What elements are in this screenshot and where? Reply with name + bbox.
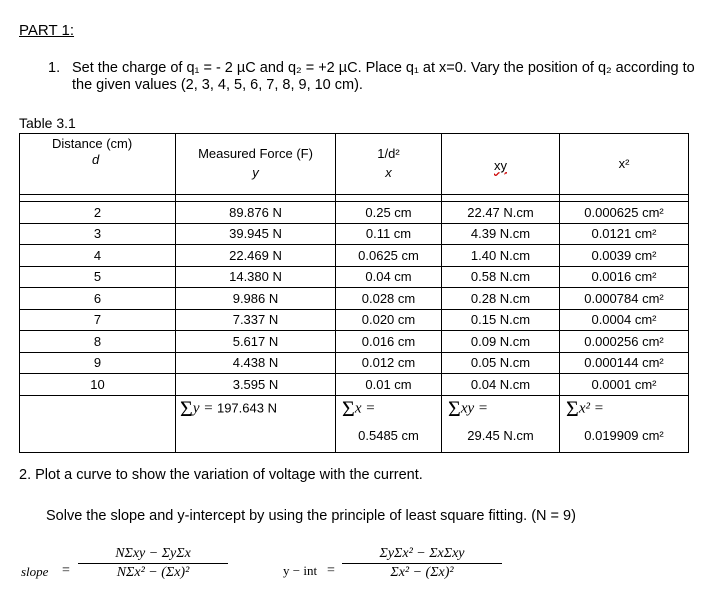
sum-label-row <box>20 395 689 422</box>
sum-y-label: y = <box>192 399 214 416</box>
sum-xy-cell <box>442 395 560 422</box>
cell-x2: 0.000625 cm² <box>560 202 689 224</box>
cell-x2: 0.0016 cm² <box>560 266 689 288</box>
cell-x: 0.0625 cm <box>336 245 442 267</box>
header-xy <box>442 134 560 195</box>
sum-empty-cell <box>20 395 176 422</box>
cell-xy: 0.09 N.cm <box>442 331 560 353</box>
table-row <box>20 309 689 331</box>
cell-x2: 0.0004 cm² <box>560 309 689 331</box>
sum-x-label: x = <box>354 399 376 416</box>
cell-xy: 0.58 N.cm <box>442 266 560 288</box>
cell-d: 2 <box>20 202 176 224</box>
sum-y-value: 197.643 N <box>216 399 277 415</box>
sigma-x2: Σ <box>566 395 579 421</box>
cell-x: 0.020 cm <box>336 309 442 331</box>
header-force-title: Measured Force (F) <box>198 146 313 161</box>
slope-numerator: NΣxy − ΣyΣx <box>115 546 191 561</box>
yint-formula <box>342 546 502 581</box>
table-row <box>20 223 689 245</box>
cell-y: 5.617 N <box>176 331 336 353</box>
yint-equals: = <box>327 563 335 578</box>
yint-label: y − int <box>283 563 318 578</box>
header-inv-d2 <box>336 134 442 195</box>
sum-xy-value: 29.45 N.cm <box>442 422 560 453</box>
cell-y: 22.469 N <box>176 245 336 267</box>
header-x2-title: x² <box>618 156 630 171</box>
yint-numerator: ΣyΣx² − ΣxΣxy <box>379 546 465 561</box>
cell-x2: 0.0001 cm² <box>560 374 689 396</box>
table-row <box>20 266 689 288</box>
table-row <box>20 202 689 224</box>
sum-x2-label: x² = <box>578 399 604 416</box>
header-spacer-row <box>20 195 689 202</box>
question-2: 2. Plot a curve to show the variation of voltage with the current. <box>19 467 423 483</box>
table-row <box>20 352 689 374</box>
table-caption: Table 3.1 <box>19 115 76 131</box>
sum-x-value: 0.5485 cm <box>336 422 442 453</box>
cell-x: 0.028 cm <box>336 288 442 310</box>
sum-value-row <box>20 422 689 453</box>
cell-x: 0.11 cm <box>336 223 442 245</box>
question-1 <box>48 60 713 94</box>
total-empty-cell <box>20 422 176 453</box>
cell-x2: 0.000784 cm² <box>560 288 689 310</box>
yint-fraction-bar <box>342 563 502 564</box>
question-2-subtext: Solve the slope and y-intercept by using the principle of least square fitting. (N = 9) <box>46 508 576 524</box>
part-title: PART 1: <box>19 22 75 39</box>
table-row <box>20 374 689 396</box>
header-inv-d2-var: x <box>385 165 392 180</box>
cell-y: 4.438 N <box>176 352 336 374</box>
slope-label: slope <box>21 564 49 579</box>
cell-y: 14.380 N <box>176 266 336 288</box>
cell-xy: 0.15 N.cm <box>442 309 560 331</box>
cell-d: 9 <box>20 352 176 374</box>
sum-x-cell <box>336 395 442 422</box>
table-header-row <box>20 134 689 195</box>
cell-x2: 0.000144 cm² <box>560 352 689 374</box>
cell-xy: 1.40 N.cm <box>442 245 560 267</box>
cell-d: 4 <box>20 245 176 267</box>
table-row <box>20 245 689 267</box>
cell-d: 8 <box>20 331 176 353</box>
header-x2 <box>560 134 689 195</box>
cell-y: 89.876 N <box>176 202 336 224</box>
cell-d: 7 <box>20 309 176 331</box>
slope-formula <box>78 546 228 581</box>
cell-d: 3 <box>20 223 176 245</box>
cell-x: 0.012 cm <box>336 352 442 374</box>
sum-x2-value: 0.019909 cm² <box>560 422 689 453</box>
header-xy-title: xy <box>494 158 507 173</box>
cell-x: 0.01 cm <box>336 374 442 396</box>
total-empty-cell-2 <box>176 422 336 453</box>
cell-xy: 0.04 N.cm <box>442 374 560 396</box>
cell-x2: 0.000256 cm² <box>560 331 689 353</box>
sigma-xy: Σ <box>448 395 461 421</box>
cell-x: 0.25 cm <box>336 202 442 224</box>
cell-d: 10 <box>20 374 176 396</box>
question-1-number: 1. <box>48 60 61 76</box>
cell-x: 0.016 cm <box>336 331 442 353</box>
table-row <box>20 331 689 353</box>
cell-xy: 0.28 N.cm <box>442 288 560 310</box>
sigma-y: Σ <box>180 395 193 421</box>
yint-denominator: Σx² − (Σx)² <box>390 565 454 580</box>
header-distance-title: Distance (cm) <box>52 136 133 151</box>
slope-fraction-bar <box>78 563 228 564</box>
cell-x2: 0.0039 cm² <box>560 245 689 267</box>
cell-d: 6 <box>20 288 176 310</box>
cell-xy: 4.39 N.cm <box>442 223 560 245</box>
header-inv-d2-title: 1/d² <box>377 146 400 161</box>
header-force <box>176 134 336 195</box>
sum-xy-label: xy = <box>460 399 488 416</box>
cell-xy: 0.05 N.cm <box>442 352 560 374</box>
sum-x2-cell <box>560 395 689 422</box>
cell-y: 3.595 N <box>176 374 336 396</box>
sum-y-cell <box>176 395 336 422</box>
cell-y: 9.986 N <box>176 288 336 310</box>
cell-x2: 0.0121 cm² <box>560 223 689 245</box>
cell-xy: 22.47 N.cm <box>442 202 560 224</box>
slope-equals: = <box>62 563 70 578</box>
header-distance-var: d <box>92 152 100 167</box>
slope-denominator: NΣx² − (Σx)² <box>116 565 190 580</box>
header-distance <box>20 134 176 195</box>
cell-y: 7.337 N <box>176 309 336 331</box>
data-table <box>19 133 689 453</box>
cell-x: 0.04 cm <box>336 266 442 288</box>
sigma-x: Σ <box>342 395 355 421</box>
cell-y: 39.945 N <box>176 223 336 245</box>
header-force-var: y <box>252 165 259 180</box>
question-1-text: Set the charge of q₁ = - 2 µC and q₂ = +2 µC. Place q₁ at x=0. Vary the position of q₂ according to the given values (2, 3, 4, 5, 6, 7, 8, 9, 10 cm). <box>72 60 695 93</box>
cell-d: 5 <box>20 266 176 288</box>
table-row <box>20 288 689 310</box>
